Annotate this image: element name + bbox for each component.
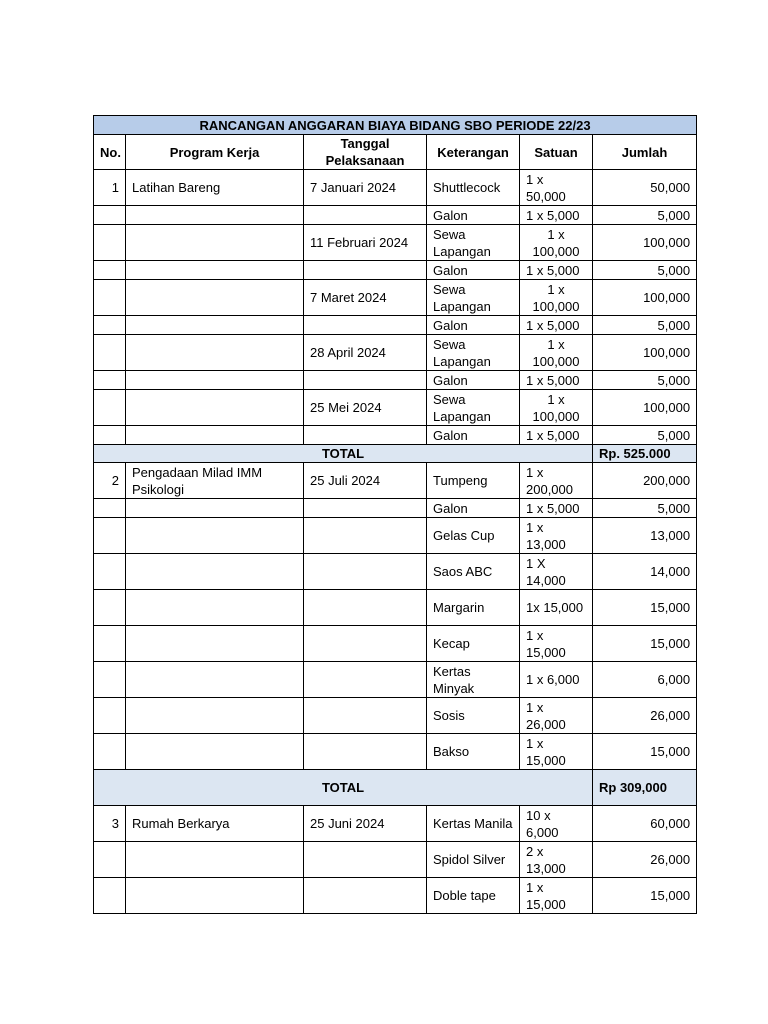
header-row xyxy=(94,135,697,170)
total-value: Rp. 525.000 xyxy=(593,445,697,463)
row-jumlah: 50,000 xyxy=(593,170,697,206)
row-tanggal: 7 Maret 2024 xyxy=(304,280,427,316)
row-satuan: 1 x 200,000 xyxy=(520,463,593,499)
table-row xyxy=(94,316,697,335)
row-program xyxy=(126,426,304,445)
row-keterangan: Tumpeng xyxy=(427,463,520,499)
total-label: TOTAL xyxy=(94,445,593,463)
row-keterangan: Sewa Lapangan xyxy=(427,390,520,426)
row-keterangan: Galon xyxy=(427,206,520,225)
row-program: Rumah Berkarya xyxy=(126,806,304,842)
row-tanggal xyxy=(304,206,427,225)
row-no: 1 xyxy=(94,170,126,206)
row-program xyxy=(126,698,304,734)
row-tanggal xyxy=(304,662,427,698)
row-tanggal xyxy=(304,261,427,280)
row-satuan: 1 x 15,000 xyxy=(520,734,593,770)
row-keterangan: Sewa Lapangan xyxy=(427,280,520,316)
row-satuan: 2 x 13,000 xyxy=(520,842,593,878)
row-jumlah: 5,000 xyxy=(593,261,697,280)
row-satuan: 1 x 5,000 xyxy=(520,206,593,225)
row-satuan: 1 x 15,000 xyxy=(520,626,593,662)
row-satuan: 10 x 6,000 xyxy=(520,806,593,842)
row-tanggal xyxy=(304,626,427,662)
table-row xyxy=(94,590,697,626)
row-satuan: 1 x 100,000 xyxy=(520,225,593,261)
row-tanggal xyxy=(304,554,427,590)
row-no xyxy=(94,335,126,371)
row-satuan: 1 x 5,000 xyxy=(520,371,593,390)
table-row xyxy=(94,225,697,261)
row-no xyxy=(94,371,126,390)
table-row xyxy=(94,698,697,734)
table-row xyxy=(94,554,697,590)
row-program: Pengadaan Milad IMM Psikologi xyxy=(126,463,304,499)
row-tanggal: 25 Mei 2024 xyxy=(304,390,427,426)
row-satuan: 1 x 100,000 xyxy=(520,335,593,371)
row-jumlah: 200,000 xyxy=(593,463,697,499)
table-row xyxy=(94,170,697,206)
row-keterangan: Galon xyxy=(427,426,520,445)
table-row xyxy=(94,842,697,878)
header-keterangan: Keterangan xyxy=(427,135,520,170)
row-tanggal xyxy=(304,590,427,626)
row-keterangan: Shuttlecock xyxy=(427,170,520,206)
row-keterangan: Galon xyxy=(427,371,520,390)
row-no xyxy=(94,206,126,225)
row-keterangan: Kertas Minyak xyxy=(427,662,520,698)
row-program xyxy=(126,518,304,554)
row-satuan: 1 x 15,000 xyxy=(520,878,593,914)
row-tanggal xyxy=(304,842,427,878)
row-no xyxy=(94,590,126,626)
row-keterangan: Galon xyxy=(427,316,520,335)
row-program xyxy=(126,554,304,590)
row-tanggal xyxy=(304,698,427,734)
row-satuan: 1 x 13,000 xyxy=(520,518,593,554)
row-jumlah: 5,000 xyxy=(593,499,697,518)
row-tanggal xyxy=(304,518,427,554)
row-jumlah: 100,000 xyxy=(593,390,697,426)
row-program xyxy=(126,390,304,426)
row-keterangan: Spidol Silver xyxy=(427,842,520,878)
row-program: Latihan Bareng xyxy=(126,170,304,206)
row-jumlah: 26,000 xyxy=(593,698,697,734)
row-keterangan: Sosis xyxy=(427,698,520,734)
row-satuan: 1 x 5,000 xyxy=(520,499,593,518)
row-tanggal: 25 Juli 2024 xyxy=(304,463,427,499)
row-keterangan: Saos ABC xyxy=(427,554,520,590)
row-tanggal: 28 April 2024 xyxy=(304,335,427,371)
row-jumlah: 5,000 xyxy=(593,316,697,335)
row-program xyxy=(126,225,304,261)
row-no xyxy=(94,316,126,335)
row-tanggal: 25 Juni 2024 xyxy=(304,806,427,842)
budget-table xyxy=(93,115,697,914)
row-program xyxy=(126,371,304,390)
row-jumlah: 14,000 xyxy=(593,554,697,590)
row-tanggal xyxy=(304,371,427,390)
row-program xyxy=(126,590,304,626)
row-satuan: 1 X 14,000 xyxy=(520,554,593,590)
row-jumlah: 5,000 xyxy=(593,426,697,445)
row-program xyxy=(126,335,304,371)
row-satuan: 1 x 100,000 xyxy=(520,390,593,426)
row-keterangan: Galon xyxy=(427,499,520,518)
row-jumlah: 6,000 xyxy=(593,662,697,698)
row-satuan: 1 x 26,000 xyxy=(520,698,593,734)
table-row xyxy=(94,734,697,770)
header-no: No. xyxy=(94,135,126,170)
row-keterangan: Kertas Manila xyxy=(427,806,520,842)
table-row xyxy=(94,261,697,280)
row-satuan: 1x 15,000 xyxy=(520,590,593,626)
row-tanggal xyxy=(304,734,427,770)
table-row xyxy=(94,335,697,371)
row-keterangan: Gelas Cup xyxy=(427,518,520,554)
row-keterangan: Bakso xyxy=(427,734,520,770)
row-tanggal xyxy=(304,316,427,335)
row-satuan: 1 x 100,000 xyxy=(520,280,593,316)
row-jumlah: 26,000 xyxy=(593,842,697,878)
row-tanggal xyxy=(304,499,427,518)
row-program xyxy=(126,734,304,770)
table-title: RANCANGAN ANGGARAN BIAYA BIDANG SBO PERIODE 22/23 xyxy=(94,116,697,135)
row-jumlah: 13,000 xyxy=(593,518,697,554)
table-row xyxy=(94,426,697,445)
row-no xyxy=(94,261,126,280)
row-program xyxy=(126,316,304,335)
row-program xyxy=(126,261,304,280)
row-keterangan: Doble tape xyxy=(427,878,520,914)
row-no xyxy=(94,734,126,770)
row-jumlah: 5,000 xyxy=(593,371,697,390)
row-program xyxy=(126,499,304,518)
table-row xyxy=(94,662,697,698)
row-jumlah: 15,000 xyxy=(593,878,697,914)
row-keterangan: Galon xyxy=(427,261,520,280)
table-row xyxy=(94,806,697,842)
row-tanggal xyxy=(304,426,427,445)
row-program xyxy=(126,280,304,316)
row-program xyxy=(126,662,304,698)
table-row xyxy=(94,499,697,518)
row-jumlah: 100,000 xyxy=(593,225,697,261)
row-satuan: 1 x 5,000 xyxy=(520,316,593,335)
table-row xyxy=(94,878,697,914)
row-no xyxy=(94,280,126,316)
row-no xyxy=(94,662,126,698)
row-no xyxy=(94,499,126,518)
table-row xyxy=(94,371,697,390)
total-row xyxy=(94,445,697,463)
table-row xyxy=(94,280,697,316)
row-satuan: 1 x 5,000 xyxy=(520,261,593,280)
table-row xyxy=(94,518,697,554)
row-no xyxy=(94,842,126,878)
row-no xyxy=(94,698,126,734)
row-tanggal: 7 Januari 2024 xyxy=(304,170,427,206)
total-label: TOTAL xyxy=(94,770,593,806)
row-tanggal xyxy=(304,878,427,914)
row-keterangan: Margarin xyxy=(427,590,520,626)
row-tanggal: 11 Februari 2024 xyxy=(304,225,427,261)
table-row xyxy=(94,463,697,499)
row-jumlah: 15,000 xyxy=(593,626,697,662)
row-keterangan: Sewa Lapangan xyxy=(427,335,520,371)
header-jumlah: Jumlah xyxy=(593,135,697,170)
row-satuan: 1 x 6,000 xyxy=(520,662,593,698)
row-program xyxy=(126,842,304,878)
row-jumlah: 5,000 xyxy=(593,206,697,225)
total-row xyxy=(94,770,697,806)
row-keterangan: Sewa Lapangan xyxy=(427,225,520,261)
table-row xyxy=(94,390,697,426)
header-program: Program Kerja xyxy=(126,135,304,170)
row-no xyxy=(94,390,126,426)
header-satuan: Satuan xyxy=(520,135,593,170)
row-jumlah: 15,000 xyxy=(593,590,697,626)
row-no xyxy=(94,554,126,590)
header-tanggal: Tanggal Pelaksanaan xyxy=(304,135,427,170)
row-keterangan: Kecap xyxy=(427,626,520,662)
title-row xyxy=(94,116,697,135)
total-value: Rp 309,000 xyxy=(593,770,697,806)
row-program xyxy=(126,206,304,225)
row-jumlah: 100,000 xyxy=(593,280,697,316)
row-no xyxy=(94,426,126,445)
table-row xyxy=(94,206,697,225)
row-no xyxy=(94,626,126,662)
row-no xyxy=(94,225,126,261)
row-jumlah: 15,000 xyxy=(593,734,697,770)
row-no: 2 xyxy=(94,463,126,499)
row-no xyxy=(94,518,126,554)
row-jumlah: 60,000 xyxy=(593,806,697,842)
table-row xyxy=(94,626,697,662)
row-program xyxy=(126,626,304,662)
row-no: 3 xyxy=(94,806,126,842)
row-satuan: 1 x 50,000 xyxy=(520,170,593,206)
row-program xyxy=(126,878,304,914)
row-satuan: 1 x 5,000 xyxy=(520,426,593,445)
row-jumlah: 100,000 xyxy=(593,335,697,371)
row-no xyxy=(94,878,126,914)
